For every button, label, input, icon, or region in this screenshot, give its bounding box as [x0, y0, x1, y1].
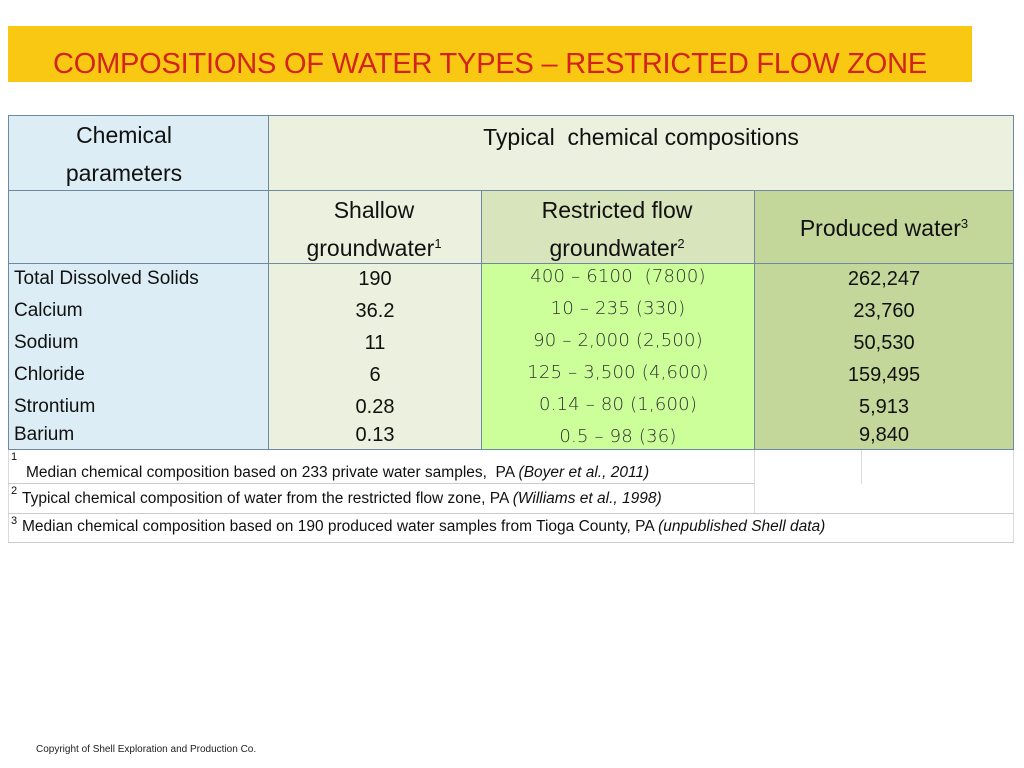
- header-restricted-sup: 2: [677, 236, 685, 251]
- page-title: COMPOSITIONS OF WATER TYPES – RESTRICTED FLOW ZONE: [52, 48, 928, 80]
- footnote-2: [8, 484, 1014, 514]
- header-restricted-cell: [481, 190, 755, 264]
- param-label-strontium: Strontium: [14, 396, 96, 417]
- footnote-1: [8, 450, 754, 484]
- restricted-value-barium: 0.5 – 98 (36): [559, 426, 677, 447]
- header-produced-sup: 3: [960, 216, 969, 231]
- header-restricted-label: [522, 191, 712, 267]
- composition-table: [8, 115, 1014, 545]
- footnote-3: [8, 514, 1014, 543]
- footnote-2-text: [22, 490, 662, 508]
- header-typical-label: Typical chemical compositions: [483, 124, 799, 150]
- copyright-notice: Copyright of Shell Exploration and Production Co.: [36, 744, 257, 755]
- header-shallow-text: Shallow groundwater: [306, 197, 435, 261]
- grid-line: [754, 450, 755, 484]
- param-label-sodium: Sodium: [14, 332, 79, 353]
- footnote-1-text: [26, 464, 649, 482]
- produced-value-strontium: 5,913: [858, 396, 910, 418]
- param-label-chloride: Chloride: [14, 364, 85, 385]
- footnote-3-cite: (unpublished Shell data): [658, 518, 826, 535]
- shallow-value-barium: 0.13: [355, 424, 395, 446]
- header-typical-cell: [268, 115, 1014, 191]
- param-label-barium: Barium: [14, 424, 75, 445]
- restricted-value-chloride: 125 – 3,500 (4,600): [527, 362, 709, 383]
- shallow-value-chloride: 6: [369, 364, 381, 386]
- restricted-value-strontium: 0.14 – 80 (1,600): [538, 394, 698, 415]
- produced-value-calcium: 23,760: [853, 300, 915, 322]
- footnote-1-num: 1: [11, 451, 18, 463]
- produced-value-tds: 262,247: [847, 268, 921, 290]
- shallow-value-tds: 190: [358, 268, 392, 290]
- restricted-value-sodium: 90 – 2,000 (2,500): [533, 330, 703, 351]
- restricted-column: [481, 263, 755, 450]
- footnote-1-body: Median chemical composition based on 233 private water samples, PA: [26, 464, 519, 481]
- footnote-2-body: Typical chemical composition of water from the restricted flow zone, PA: [22, 490, 513, 507]
- header-restricted-text: Restricted flow groundwater: [541, 197, 693, 261]
- header-shallow-cell: [268, 190, 482, 264]
- produced-column: [754, 263, 1014, 450]
- shallow-value-strontium: 0.28: [355, 396, 395, 418]
- grid-line: [861, 450, 862, 484]
- header-param-blank: [8, 190, 269, 264]
- param-label-tds: Total Dissolved Solids: [14, 268, 199, 289]
- footnote-3-num: 3: [11, 515, 18, 527]
- header-shallow-label: [284, 191, 464, 267]
- header-produced-text: Produced water: [799, 215, 961, 241]
- produced-value-sodium: 50,530: [853, 332, 915, 354]
- restricted-value-tds: 400 – 6100 (7800): [530, 266, 706, 287]
- header-produced-cell: [754, 190, 1014, 264]
- header-produced-label: [755, 209, 1013, 247]
- restricted-value-calcium: 10 – 235 (330): [550, 298, 686, 319]
- produced-value-chloride: 159,495: [847, 364, 921, 386]
- footnote-2-num: 2: [11, 485, 18, 497]
- header-param-cell: [8, 115, 269, 191]
- header-param-label: Chemical parameters: [65, 122, 183, 186]
- header-shallow-sup: 1: [434, 236, 442, 251]
- param-label-calcium: Calcium: [14, 300, 83, 321]
- footnote-3-text: [22, 518, 825, 536]
- shallow-value-sodium: 11: [364, 332, 386, 354]
- shallow-column: [268, 263, 482, 450]
- footnote-3-body: Median chemical composition based on 190 produced water samples from Tioga County, PA: [22, 518, 659, 535]
- shallow-value-calcium: 36.2: [355, 300, 395, 322]
- footnote-1-cite: (Boyer et al., 2011): [518, 464, 650, 481]
- footnote-2-cite: (Williams et al., 1998): [512, 490, 662, 507]
- param-column: [8, 263, 269, 450]
- produced-value-barium: 9,840: [858, 424, 910, 446]
